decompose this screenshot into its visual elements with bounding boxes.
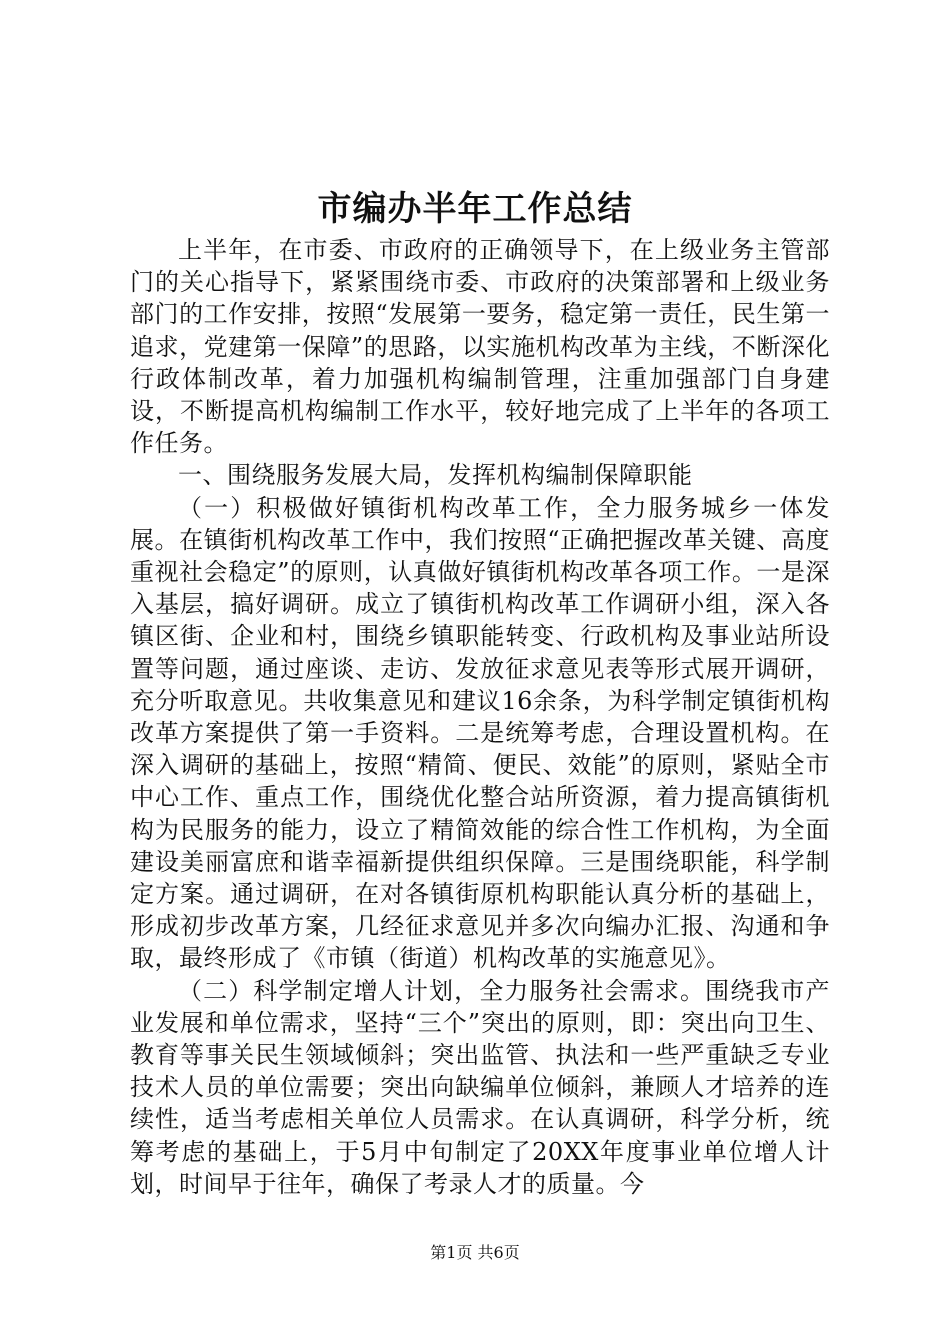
subsection-paragraph-1: （一）积极做好镇街机构改革工作，全力服务城乡一体发展。在镇街机构改革工作中，我们按照“正确把握改革关键、高度重视社会稳定”的原则，认真做好镇街机构改革各项工作。一是深入基层，搞好调研。成立了镇街机构改革工作调研小组，深入各镇区街、企业和村，围绕乡镇职能转变、行政机构及事业站所设置等问题，通过座谈、走访、发放征求意见表等形式展开调研，充分听取意见。共收集意见和建议16余条，为科学制定镇街机构改革方案提供了第一手资料。二是统筹考虑，合理设置机构。在深入调研的基础上，按照“精简、便民、效能”的原则，紧贴全市中心工作、重点工作，围绕优化整合站所资源，着力提高镇街机构为民服务的能力，设立了精简效能的综合性工作机构，为全面建设美丽富庶和谐幸福新提供组织保障。三是围绕职能，科学制定方案。通过调研，在对各镇街原机构职能认真分析的基础上，形成初步改革方案，几经征求意见并多次向编办汇报、沟通和争取，最终形成了《市镇（街道）机构改革的实施意见》。 (130, 493, 830, 973)
document-body (130, 234, 830, 1200)
intro-paragraph: 上半年，在市委、市政府的正确领导下，在上级业务主管部门的关心指导下，紧紧围绕市委、市政府的决策部署和上级业务部门的工作安排，按照“发展第一要务，稳定第一责任，民生第一追求，党建第一保障”的思路，以实施机构改革为主线，不断深化行政体制改革，着力加强机构编制管理，注重加强部门自身建设，不断提高机构编制工作水平，较好地完成了上半年的各项工作任务。 (130, 236, 830, 458)
document-title: 市编办半年工作总结 (317, 189, 633, 229)
subsection-paragraph-2: （二）科学制定增人计划，全力服务社会需求。围绕我市产业发展和单位需求，坚持“三个”突出的原则，即：突出向卫生、教育等事关民生领域倾斜；突出监管、执法和一些严重缺乏专业技术人员的单位需要；突出向缺编单位倾斜，兼顾人才培养的连续性，适当考虑相关单位人员需求。在认真调研，科学分析，统筹考虑的基础上，于5月中旬制定了20XX年度事业单位增人计划，时间早于往年，确保了考录人才的质量。今 (130, 976, 830, 1198)
section-heading-1: 一、围绕服务发展大局，发挥机构编制保障职能 (178, 461, 693, 490)
page-number-footer: 第1页 共6页 (430, 1243, 520, 1262)
